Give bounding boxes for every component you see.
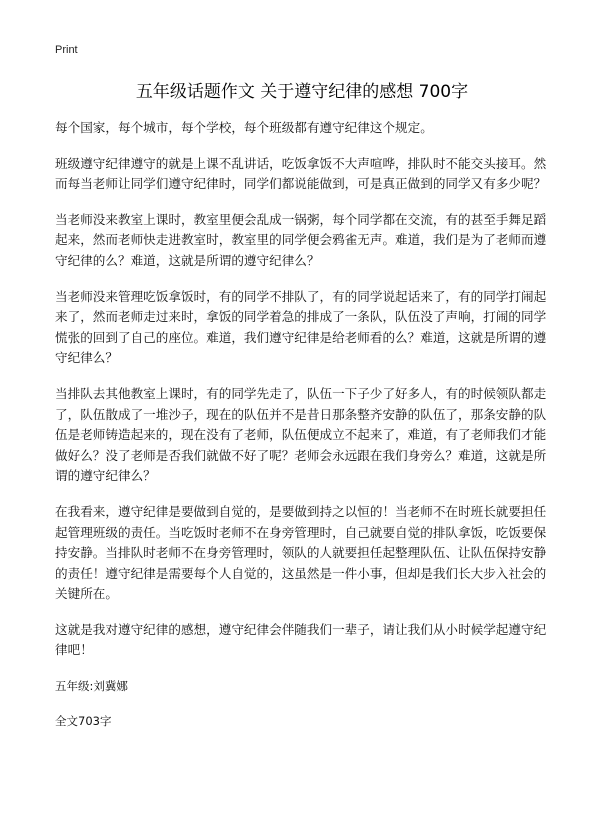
paragraph-lunch: 当老师没来管理吃饭拿饭时，有的同学不排队了，有的同学说起话来了，有的同学打闹起来了，然而老师走过来时，拿饭的同学着急的排成了一条队，队伍没了声响，打闹的同学慌张的回到了自己的座位。难道，我们遵守纪律是给老师看的么？难道，这就是所谓的遵守纪律么？ [55, 288, 547, 366]
paragraph-opinion: 在我看来，遵守纪律是要做到自觉的，是要做到持之以恒的！当老师不在时班长就要担任起管理班级的责任。当吃饭时老师不在身旁管理时，自己就要自觉的排队拿饭，吃饭要保持安静。当排队时老师不在身旁管理时，领队的人就要担任起整理队伍、让队伍保持安静的责任！遵守纪律是需要每个人自觉的，这虽然是一件小事，但却是我们长大步入社会的关键所在。 [55, 503, 547, 602]
paragraph-classroom: 当老师没来教室上课时，教室里便会乱成一锅粥，每个同学都在交流，有的甚至手舞足蹈起来，然而老师快走进教室时，教室里的同学便会鸦雀无声。难道，我们是为了老师而遵守纪律的么？难道，这就是所谓的遵守纪律么？ [55, 211, 547, 268]
article-body [55, 118, 549, 731]
paragraph-queue: 当排队去其他教室上课时，有的同学先走了，队伍一下子少了好多人，有的时候领队都走了，队伍散成了一堆沙子，现在的队伍并不是昔日那条整齐安静的队伍了，那条安静的队伍是老师铸造起来的，现在没有了老师，队伍便成立不起来了，难道，有了老师我们才能做好么？没了老师是否我们就做不好了呢？老师会永远跟在我们身旁么？难道，这就是所谓的遵守纪律么？ [55, 385, 547, 484]
author-signature: 五年级:刘冀娜 [55, 679, 128, 694]
word-count: 全文703字 [55, 714, 112, 729]
article-title: 五年级话题作文 关于遵守纪律的感想 700字 [135, 82, 469, 102]
paragraph-conclusion: 这就是我对遵守纪律的感想，遵守纪律会伴随我们一辈子，请让我们从小时候学起遵守纪律吧！ [55, 621, 547, 658]
paragraph-class-rules: 班级遵守纪律遵守的就是上课不乱讲话，吃饭拿饭不大声喧哗，排队时不能交头接耳。然而每当老师让同学们遵守纪律时，同学们都说能做到，可是真正做到的同学又有多少呢？ [55, 155, 547, 192]
print-link[interactable]: Print [55, 44, 78, 56]
paragraph-intro: 每个国家，每个城市，每个学校，每个班级都有遵守纪律这个规定。 [55, 120, 433, 135]
